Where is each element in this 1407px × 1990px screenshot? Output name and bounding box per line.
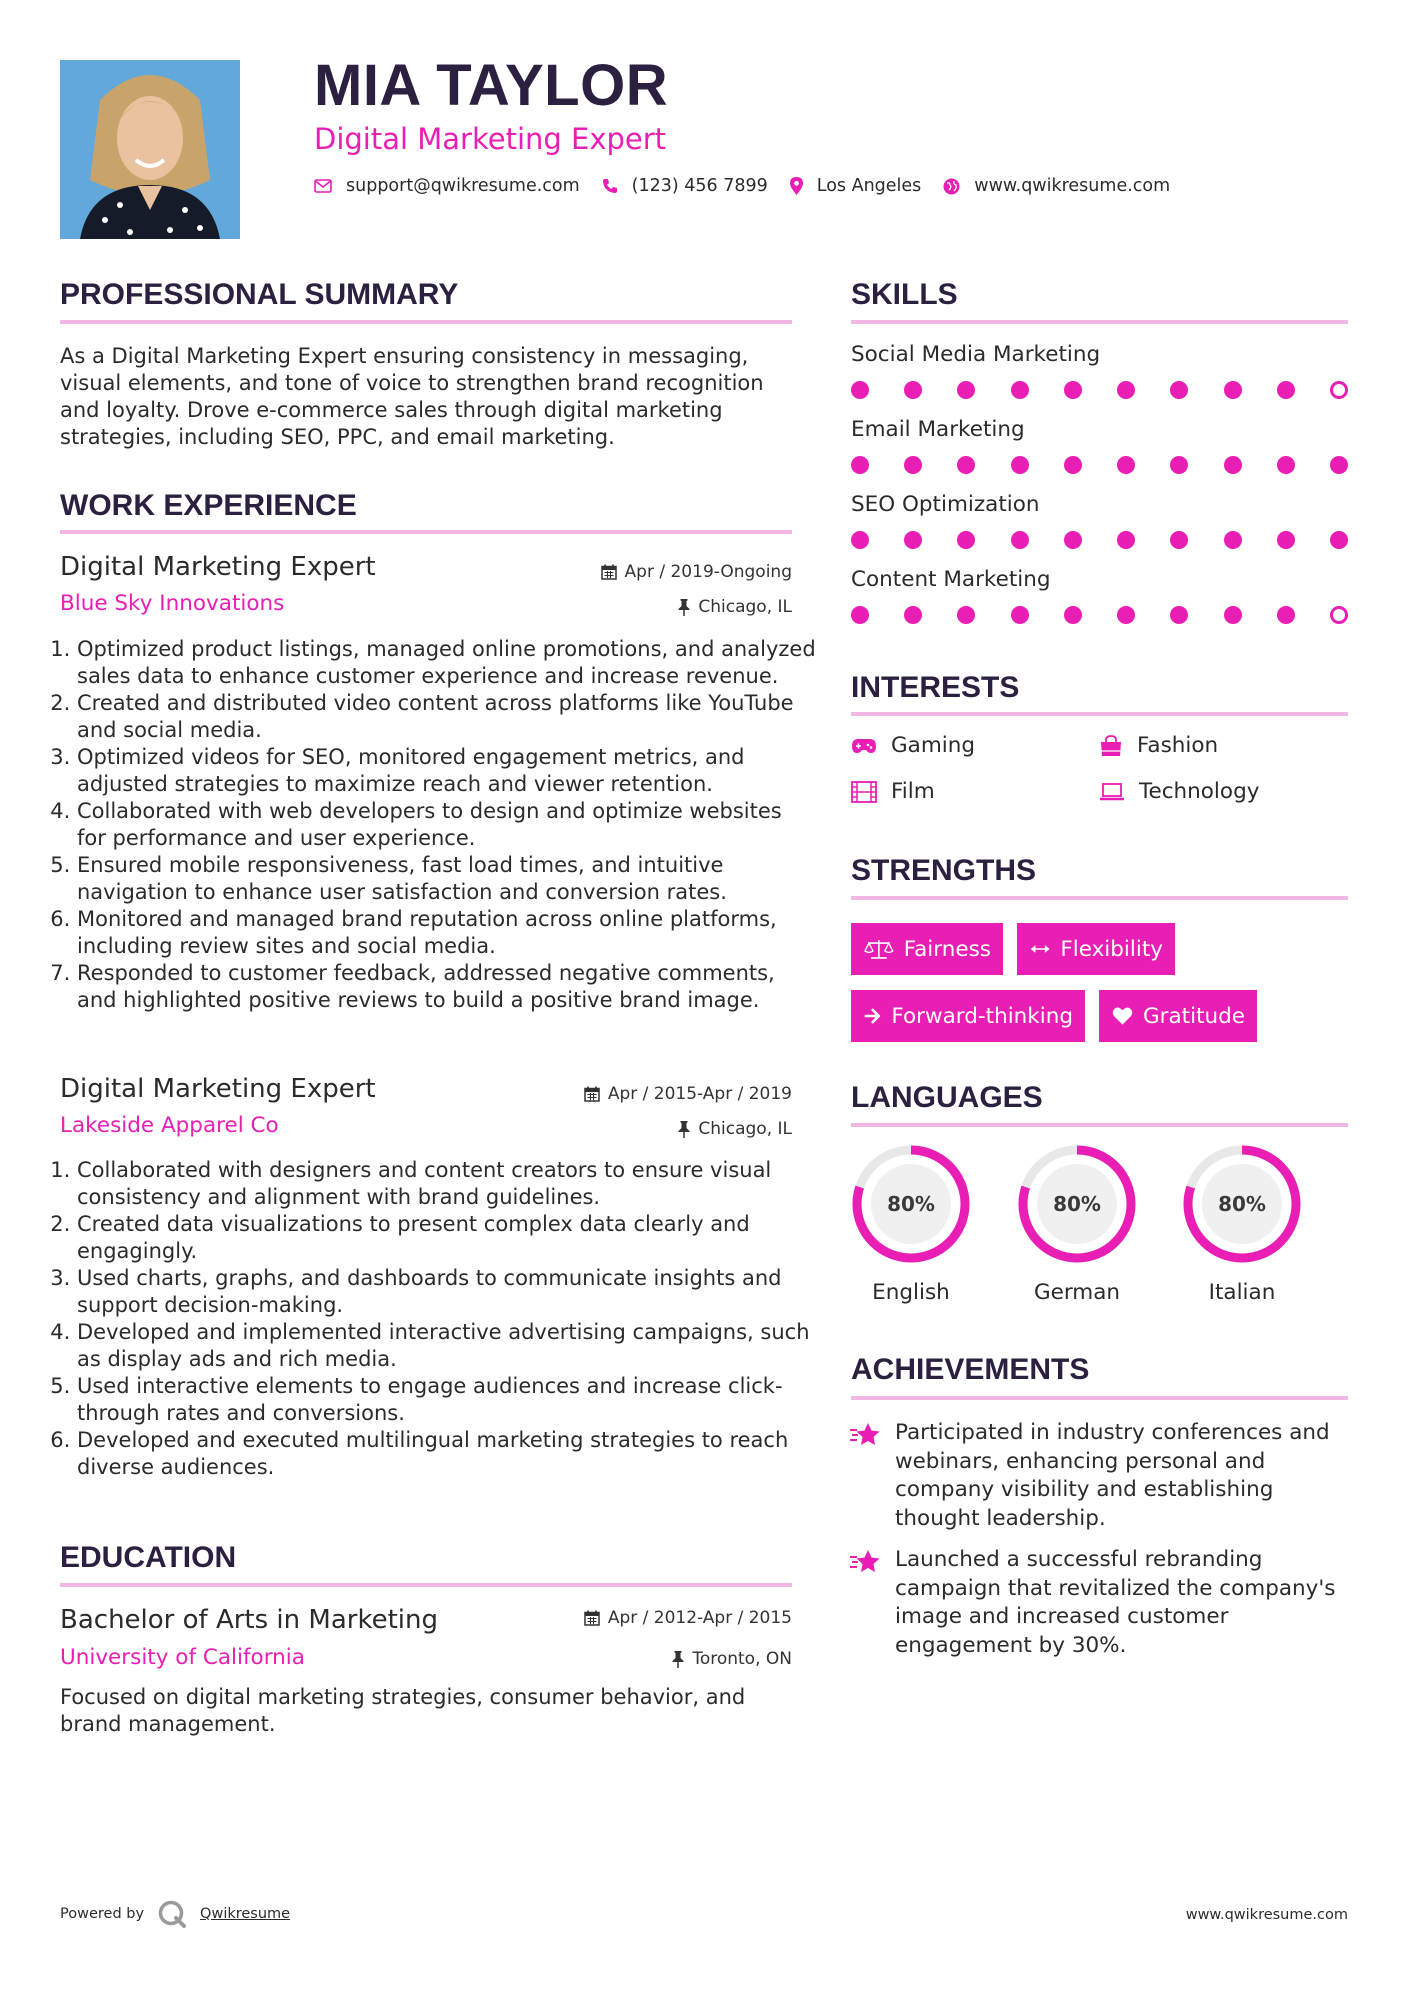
skill-dot-empty: [1330, 606, 1348, 624]
education-description: Focused on digital marketing strategies, consumer behavior, and brand management.: [60, 1685, 746, 1736]
interests-heading: INTERESTS: [851, 671, 1020, 704]
powered-by-text: Powered by: [60, 1906, 145, 1922]
skill-rating: [851, 606, 1348, 624]
calendar-icon: [584, 1086, 600, 1102]
balance-scale-icon: [864, 938, 894, 960]
interest-item: [1099, 733, 1218, 758]
globe-icon: [943, 178, 960, 195]
achievement-item: [849, 1419, 1341, 1533]
experience-heading: WORK EXPERIENCE: [60, 489, 357, 522]
footer-powered-by: [60, 1900, 290, 1928]
email-icon: [314, 179, 332, 193]
strength-tag: [1017, 923, 1175, 975]
skill-rating: [851, 456, 1348, 474]
job-dates: [584, 1084, 792, 1104]
map-pin-icon: [790, 177, 803, 195]
skill-dot-filled: [1330, 456, 1348, 474]
skill-dot-filled: [1117, 381, 1135, 399]
phone-icon: [602, 178, 618, 194]
summary-text: As a Digital Marketing Expert ensuring consistency in messaging, visual elements, and tone of voice to strengthen brand recognition and loyalty. Drove e-commerce sales through digital marketing strategies, including SEO, PPC, and email marketing.: [60, 344, 764, 449]
strength-label: Gratitude: [1142, 1003, 1245, 1029]
skill-dot-filled: [1224, 381, 1242, 399]
list-item: 1. Collaborated with designers and content creators to ensure visual consistency and alignment with brand guidelines.: [77, 1157, 817, 1211]
qwikresume-logo-icon: [158, 1900, 188, 1928]
location-text: Los Angeles: [816, 176, 922, 196]
candidate-name: MIA TAYLOR: [314, 53, 669, 118]
language-item: [1180, 1142, 1304, 1305]
skill-name: Email Marketing: [851, 417, 1025, 442]
calendar-icon: [601, 564, 617, 580]
job-company: Blue Sky Innovations: [60, 591, 285, 616]
skill-dot-filled: [851, 531, 869, 549]
contact-location: [790, 176, 922, 196]
strength-label: Fairness: [903, 936, 991, 962]
strength-tag: [1099, 990, 1257, 1042]
skill-dot-filled: [1170, 381, 1188, 399]
achievements-divider: [851, 1396, 1348, 1400]
experience-divider: [60, 530, 792, 534]
languages-divider: [851, 1123, 1348, 1127]
degree-title: Bachelor of Arts in Marketing: [60, 1605, 438, 1635]
language-name: German: [1033, 1280, 1121, 1305]
skill-dot-filled: [957, 381, 975, 399]
language-percent: 80%: [1218, 1192, 1266, 1216]
language-name: Italian: [1208, 1280, 1276, 1305]
skill-dot-filled: [904, 456, 922, 474]
contact-phone[interactable]: [602, 176, 768, 196]
interest-label: Gaming: [891, 733, 976, 758]
skill-dot-filled: [904, 606, 922, 624]
education-location: [672, 1649, 792, 1669]
list-item: 2. Created and distributed video content across platforms like YouTube and social media.: [77, 690, 817, 744]
skill-rating: [851, 531, 1348, 549]
skill-dot-filled: [1330, 531, 1348, 549]
film-icon: [851, 781, 877, 803]
skill-dot-filled: [1277, 381, 1295, 399]
shopping-bag-icon: [1099, 735, 1123, 757]
skill-dot-filled: [851, 456, 869, 474]
footer-brand-link[interactable]: Qwikresume: [200, 1906, 291, 1922]
list-item: 2. Created data visualizations to present complex data clearly and engagingly.: [77, 1211, 817, 1265]
skill-dot-filled: [851, 381, 869, 399]
contact-website[interactable]: [943, 176, 1170, 196]
education-dates: [584, 1608, 792, 1628]
skills-heading: SKILLS: [851, 278, 958, 311]
skill-dot-filled: [957, 456, 975, 474]
job-company: Lakeside Apparel Co: [60, 1113, 279, 1138]
education-heading: EDUCATION: [60, 1541, 237, 1574]
education-location-text: Toronto, ON: [692, 1649, 792, 1669]
skill-dot-filled: [1064, 606, 1082, 624]
school-name: University of California: [60, 1645, 305, 1670]
heart-icon: [1112, 1006, 1133, 1026]
email-text: support@qwikresume.com: [346, 176, 580, 196]
achievement-text: Launched a successful rebranding campaign that revitalized the company's image and increased customer engagement by 30%.: [895, 1547, 1336, 1658]
skill-name: SEO Optimization: [851, 492, 1040, 517]
skill-dot-filled: [1224, 531, 1242, 549]
skill-dot-filled: [957, 606, 975, 624]
skills-divider: [851, 320, 1348, 324]
calendar-icon: [584, 1610, 600, 1626]
list-item: 6. Monitored and managed brand reputation across online platforms, including review sites and social media.: [77, 906, 817, 960]
list-item: 4. Developed and implemented interactive advertising campaigns, such as display ads and rich media.: [77, 1319, 817, 1373]
star-icon: [849, 1421, 881, 1449]
skill-dot-filled: [904, 381, 922, 399]
list-item: 5. Ensured mobile responsiveness, fast load times, and intuitive navigation to enhance user satisfaction and conversion rates.: [77, 852, 817, 906]
skill-dot-filled: [1170, 456, 1188, 474]
arrow-right-icon: [864, 1007, 881, 1025]
interest-label: Technology: [1139, 779, 1260, 804]
list-item: 6. Developed and executed multilingual marketing strategies to reach diverse audiences.: [77, 1427, 817, 1481]
arrows-horizontal-icon: [1030, 942, 1050, 956]
job-dates-text: Apr / 2015-Apr / 2019: [607, 1084, 792, 1104]
laptop-icon: [1099, 782, 1125, 802]
skill-dot-filled: [1064, 381, 1082, 399]
language-item: [849, 1142, 973, 1305]
languages-heading: LANGUAGES: [851, 1081, 1043, 1114]
skill-dot-filled: [1117, 456, 1135, 474]
job-location: [678, 597, 792, 617]
list-item: 7. Responded to customer feedback, addressed negative comments, and highlighted positive reviews to build a positive brand image.: [77, 960, 817, 1014]
strength-label: Forward-thinking: [891, 1003, 1073, 1029]
interest-label: Film: [891, 779, 935, 804]
skill-dot-filled: [1117, 606, 1135, 624]
skill-dot-filled: [1277, 606, 1295, 624]
language-name: English: [872, 1280, 950, 1305]
job-entry: [60, 1072, 792, 1152]
strength-label: Flexibility: [1060, 936, 1163, 962]
strengths-divider: [851, 896, 1348, 900]
job-dates-text: Apr / 2019-Ongoing: [624, 562, 792, 582]
contact-email[interactable]: [314, 176, 580, 196]
interest-label: Fashion: [1137, 733, 1219, 758]
website-text: www.qwikresume.com: [974, 176, 1171, 196]
list-item: 5. Used interactive elements to engage audiences and increase click-through rates and conversions.: [77, 1373, 817, 1427]
strength-tag: [851, 990, 1085, 1042]
skill-dot-filled: [957, 531, 975, 549]
star-icon: [849, 1548, 881, 1576]
language-percent: 80%: [887, 1192, 935, 1216]
summary-divider: [60, 320, 792, 324]
job-bullets: [59, 1157, 817, 1481]
phone-text: (123) 456 7899: [631, 176, 768, 196]
skill-dot-filled: [1170, 531, 1188, 549]
footer-website[interactable]: www.qwikresume.com: [1185, 1907, 1348, 1923]
skill-dot-filled: [1064, 456, 1082, 474]
skill-dot-filled: [1011, 381, 1029, 399]
contact-bar: [314, 176, 1192, 196]
skill-dot-filled: [1064, 531, 1082, 549]
education-dates-text: Apr / 2012-Apr / 2015: [607, 1608, 792, 1628]
language-item: [1015, 1142, 1139, 1305]
language-percent: 80%: [1053, 1192, 1101, 1216]
pushpin-icon: [678, 1121, 690, 1138]
list-item: 3. Optimized videos for SEO, monitored engagement metrics, and adjusted strategies to maximize reach and viewer retention.: [77, 744, 817, 798]
strength-tag: [851, 923, 1003, 975]
list-item: 4. Collaborated with web developers to design and optimize websites for performance and user experience.: [77, 798, 817, 852]
summary-heading: PROFESSIONAL SUMMARY: [60, 278, 459, 311]
skill-rating: [851, 381, 1348, 399]
gamepad-icon: [851, 738, 877, 754]
skill-dot-empty: [1330, 381, 1348, 399]
interest-item: [1099, 779, 1259, 804]
interest-item: [851, 733, 975, 758]
education-entry: [60, 1605, 792, 1685]
skill-dot-filled: [1011, 456, 1029, 474]
job-location-text: Chicago, IL: [698, 597, 792, 617]
job-dates: [601, 562, 792, 582]
job-bullets: [59, 636, 817, 1014]
skill-dot-filled: [1277, 456, 1295, 474]
skill-dot-filled: [1011, 531, 1029, 549]
skill-dot-filled: [1170, 606, 1188, 624]
achievement-item: [849, 1546, 1341, 1660]
pushpin-icon: [672, 1651, 684, 1668]
skill-dot-filled: [1224, 606, 1242, 624]
skill-dot-filled: [1011, 606, 1029, 624]
skill-dot-filled: [1224, 456, 1242, 474]
interest-item: [851, 779, 935, 804]
job-title: Digital Marketing Expert: [60, 1074, 376, 1104]
achievement-text: Participated in industry conferences and webinars, enhancing personal and company visibility and establishing thought leadership.: [895, 1420, 1330, 1531]
job-title: Digital Marketing Expert: [60, 552, 376, 582]
pushpin-icon: [678, 599, 690, 616]
achievements-heading: ACHIEVEMENTS: [851, 1353, 1090, 1386]
list-item: 3. Used charts, graphs, and dashboards to communicate insights and support decision-making.: [77, 1265, 817, 1319]
strengths-heading: STRENGTHS: [851, 854, 1037, 887]
job-location: [678, 1119, 792, 1139]
list-item: 1. Optimized product listings, managed online promotions, and analyzed sales data to enhance customer experience and increase revenue.: [77, 636, 817, 690]
education-divider: [60, 1583, 792, 1587]
job-entry: [60, 550, 792, 630]
skill-name: Social Media Marketing: [851, 342, 1101, 367]
skill-dot-filled: [904, 531, 922, 549]
interests-divider: [851, 712, 1348, 716]
profile-photo: [60, 60, 240, 239]
skill-dot-filled: [851, 606, 869, 624]
skill-name: Content Marketing: [851, 567, 1051, 592]
skill-dot-filled: [1117, 531, 1135, 549]
candidate-title: Digital Marketing Expert: [314, 122, 667, 156]
job-location-text: Chicago, IL: [698, 1119, 792, 1139]
skill-dot-filled: [1277, 531, 1295, 549]
